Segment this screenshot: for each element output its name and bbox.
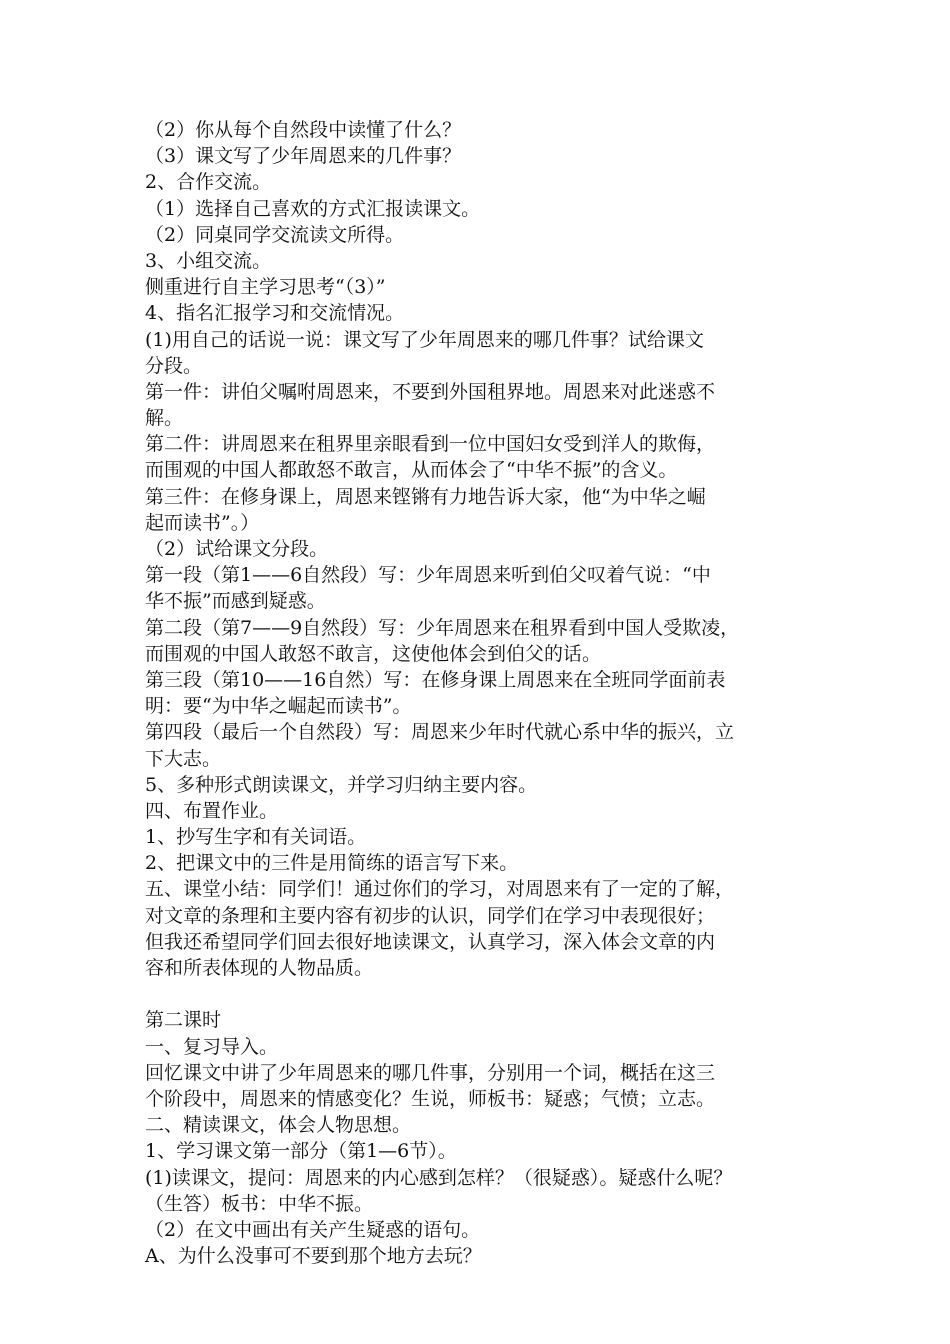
text-line: 起而读书”。）: [145, 511, 260, 534]
text-line: （2）在文中画出有关产生疑惑的语句。: [145, 1218, 481, 1241]
text-line: 2、把课文中的三件是用简练的语言写下来。: [145, 852, 519, 875]
text-line: 1、抄写生字和有关词语。: [145, 826, 367, 849]
text-line: 但我还希望同学们回去很好地读课文，认真学习，深入体会文章的内: [145, 930, 716, 953]
text-line: (1)用自己的话说一说：课文写了少年周恩来的哪几件事？试给课文: [145, 328, 704, 351]
text-line: 4、指名汇报学习和交流情况。: [145, 302, 405, 325]
text-line: （生答）板书：中华不振。: [145, 1192, 374, 1215]
text-line: 一、复习导入。: [145, 1035, 279, 1058]
text-line: 而围观的中国人敢怒不敢言，这使他体会到伯父的话。: [145, 642, 602, 665]
text-line: 而围观的中国人都敢怒不敢言，从而体会了“中华不振”的含义。: [145, 459, 678, 482]
text-line: 第二段（第7——9自然段）写：少年周恩来在租界看到中国人受欺凌，: [145, 616, 740, 639]
text-line: 第一件：讲伯父嘱咐周恩来，不要到外国租界地。周恩来对此迷惑不: [145, 380, 716, 403]
text-line: 华不振”而感到疑惑。: [145, 590, 326, 613]
text-line: 第二件：讲周恩来在租界里亲眼看到一位中国妇女受到洋人的欺侮，: [145, 433, 716, 456]
text-line: （2）同桌同学交流读文所得。: [145, 223, 405, 246]
text-line: 第三件：在修身课上，周恩来铿锵有力地告诉大家，他“为中华之崛: [145, 485, 706, 508]
text-line: 第一段（第1——6自然段）写：少年周恩来听到伯父叹着气说：“中: [145, 564, 711, 587]
text-line: 5、多种形式朗读课文，并学习归纳主要内容。: [145, 773, 538, 796]
text-line: 二、精读课文，体会人物思想。: [145, 1114, 412, 1137]
text-line: 第三段（第10——16自然）写：在修身课上周恩来在全班同学面前表: [145, 668, 726, 691]
text-line: 容和所表体现的人物品质。: [145, 957, 374, 979]
text-line: （2）试给课文分段。: [145, 538, 329, 560]
text-line: 下大志。: [145, 747, 222, 770]
blank-line: [145, 981, 815, 1007]
text-line: 侧重进行自主学习思考“（3）”: [145, 276, 386, 299]
text-line: 个阶段中，周恩来的情感变化？生说，师板书：疑惑；气愤；立志。: [145, 1087, 716, 1110]
text-line: 五、课堂小结：同学们！通过你们的学习，对周恩来有了一定的了解，: [145, 878, 735, 901]
text-line: 2、合作交流。: [145, 171, 272, 194]
text-line: 对文章的条理和主要内容有初步的认识，同学们在学习中表现很好；: [145, 904, 716, 927]
text-line: （1）选择自己喜欢的方式汇报读课文。: [145, 197, 481, 220]
text-line: 3、小组交流。: [145, 249, 272, 272]
text-line: 四、布置作业。: [145, 799, 279, 822]
section-heading: 第二课时: [145, 1009, 222, 1032]
text-line: 分段。: [145, 354, 203, 377]
text-line: 1、学习课文第一部分（第1—6节）。: [145, 1140, 457, 1163]
document-body: [145, 117, 815, 1269]
text-line: A、为什么没事可不要到那个地方去玩？: [145, 1245, 482, 1268]
text-line: 明：要“为中华之崛起而读书”。: [145, 695, 412, 718]
text-line: 第四段（最后一个自然段）写：周恩来少年时代就心系中华的振兴，立: [145, 721, 735, 744]
text-line: （3）课文写了少年周恩来的几件事？: [145, 145, 462, 168]
text-line: 解。: [145, 407, 184, 430]
text-line: （2）你从每个自然段中读懂了什么？: [145, 119, 462, 141]
text-line: (1)读课文，提问：周恩来的内心感到怎样？（很疑惑）。疑惑什么呢？: [145, 1166, 733, 1189]
text-line: 回忆课文中讲了少年周恩来的哪几件事，分别用一个词，概括在这三: [145, 1061, 716, 1084]
